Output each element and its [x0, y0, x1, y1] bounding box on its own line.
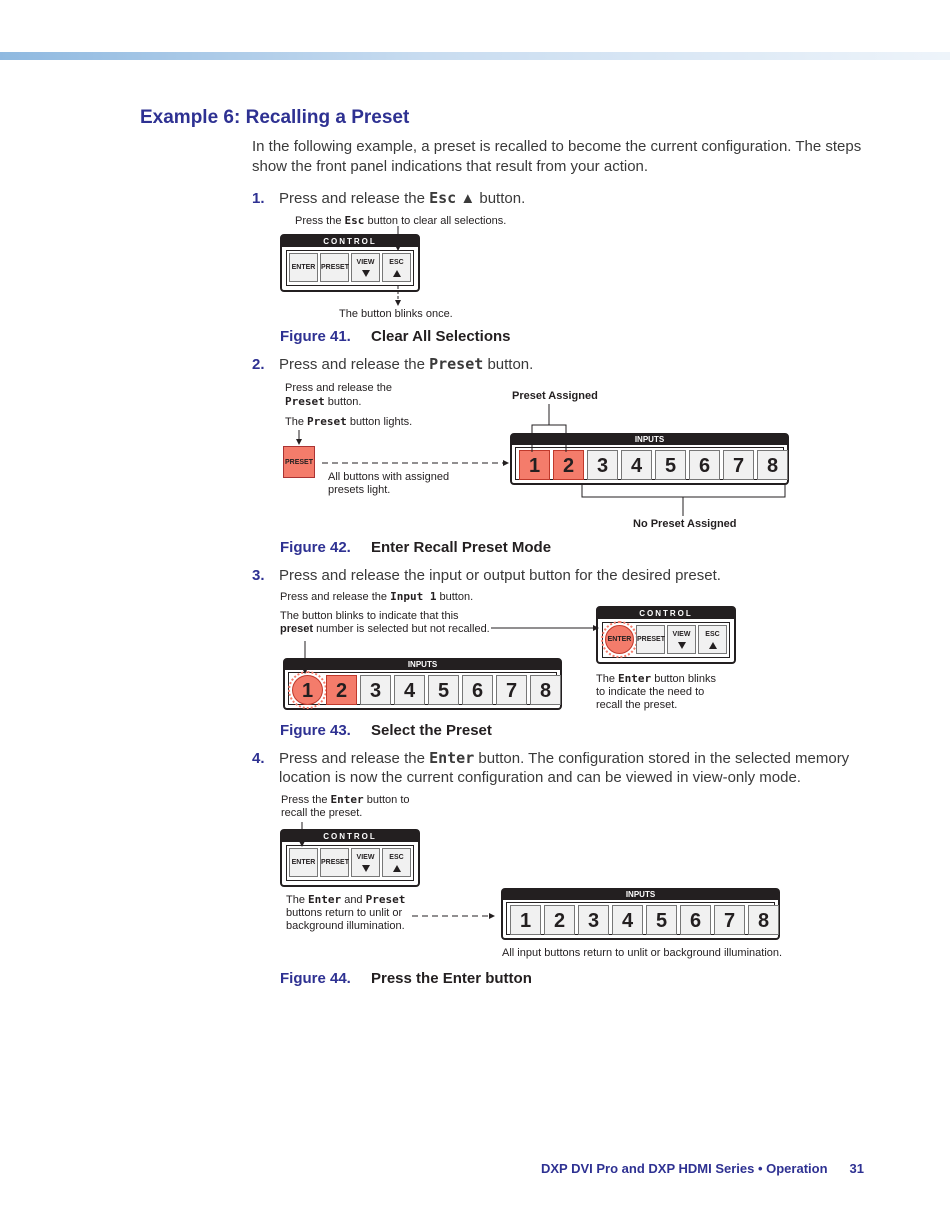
page-number: 31: [849, 1161, 864, 1176]
enter-button[interactable]: ENTER: [289, 253, 318, 282]
no-preset-assigned-label: No Preset Assigned: [633, 518, 737, 530]
input-button-7[interactable]: 7: [723, 450, 754, 480]
fig44-note3: All input buttons return to unlit or background illumination.: [502, 947, 783, 959]
preset-button-lit[interactable]: PRESET: [283, 446, 315, 478]
input-button-8[interactable]: 8: [530, 675, 561, 705]
esc-button[interactable]: ESC: [382, 253, 411, 282]
input-button-5[interactable]: 5: [428, 675, 459, 705]
page-footer: [541, 1161, 864, 1176]
preset-button[interactable]: PRESET: [320, 848, 349, 877]
up-arrow-icon: [709, 642, 717, 649]
input-button-6[interactable]: 6: [680, 905, 711, 935]
down-arrow-icon: [678, 642, 686, 649]
fig44-note2: The Enter and Preset buttons return to unlit or background illumination.: [286, 893, 406, 932]
inputs-panel-fig44: INPUTS 1 2 3 4 5 6 7 8: [501, 888, 780, 940]
inputs-panel-fig43: INPUTS 1 2 3 4 5 6 7 8: [283, 658, 562, 710]
input-button-2[interactable]: 2: [553, 450, 584, 480]
input-button-2[interactable]: 2: [544, 905, 575, 935]
esc-code: Esc: [429, 189, 457, 207]
esc-button[interactable]: ESC: [382, 848, 411, 877]
figure-43-caption: Figure 43. Select the Preset: [280, 722, 492, 739]
step-number: 1.: [252, 190, 265, 207]
input-button-5[interactable]: 5: [646, 905, 677, 935]
input-button-8[interactable]: 8: [748, 905, 779, 935]
section-heading: Example 6: Recalling a Preset: [140, 107, 410, 128]
input-button-7[interactable]: 7: [714, 905, 745, 935]
preset-assigned-label: Preset Assigned: [512, 390, 598, 402]
control-panel-fig43: CONTROL ENTER PRESET VIEW ESC: [596, 606, 736, 664]
fig43-note2: The button blinks to indicate that this preset number is selected but not recalled.: [280, 610, 490, 635]
input-button-1[interactable]: 1: [519, 450, 550, 480]
fig42-note3: All buttons with assigned presets light.: [328, 471, 450, 496]
input-button-5[interactable]: 5: [655, 450, 686, 480]
fig41-note-bottom: The button blinks once.: [339, 308, 453, 320]
fig43-note1: Press and release the Input 1 button.: [280, 590, 474, 603]
figure-42-caption: Figure 42. Enter Recall Preset Mode: [280, 539, 552, 556]
input-button-4[interactable]: 4: [394, 675, 425, 705]
control-panel-title: CONTROL: [282, 236, 418, 247]
footer-title: DXP DVI Pro and DXP HDMI Series • Operation: [540, 1161, 828, 1176]
intro-paragraph: In the following example, a preset is recalled to become the current configuration. The steps show the front panel indications that result from your action.: [252, 138, 862, 175]
preset-button[interactable]: PRESET: [320, 253, 349, 282]
control-panel-fig44: CONTROL ENTER PRESET VIEW ESC: [280, 829, 420, 887]
input-button-3[interactable]: 3: [587, 450, 618, 480]
input-button-3[interactable]: 3: [360, 675, 391, 705]
header-gradient-bar: [0, 52, 950, 60]
input-button-4[interactable]: 4: [621, 450, 652, 480]
input-button-3[interactable]: 3: [578, 905, 609, 935]
up-arrow-icon: [393, 865, 401, 872]
control-panel-fig41: [280, 234, 420, 292]
fig42-note2: The Preset button lights.: [285, 415, 413, 428]
figure-44-caption: Figure 44. Press the Enter button: [280, 970, 532, 987]
input-button-1[interactable]: 1: [510, 905, 541, 935]
preset-button[interactable]: PRESET: [636, 625, 665, 654]
down-arrow-icon: [362, 865, 370, 872]
view-button[interactable]: VIEW: [351, 848, 380, 877]
input-button-2[interactable]: 2: [326, 675, 357, 705]
esc-button[interactable]: ESC: [698, 625, 727, 654]
input-button-8[interactable]: 8: [757, 450, 788, 480]
input-button-6[interactable]: 6: [689, 450, 720, 480]
input-button-1-blinking[interactable]: 1: [292, 675, 323, 705]
inputs-panel-fig42: INPUTS 1 2 3 4 5 6 7 8: [510, 433, 789, 485]
down-arrow-icon: [362, 270, 370, 277]
enter-button[interactable]: ENTER: [289, 848, 318, 877]
fig42-note1: Press and release the Preset button.: [285, 382, 393, 408]
enter-button-blinking[interactable]: ENTER: [605, 625, 634, 654]
input-button-6[interactable]: 6: [462, 675, 493, 705]
fig44-note1: Press the Enter button to recall the preset.: [281, 793, 410, 819]
view-button[interactable]: VIEW: [667, 625, 696, 654]
fig43-note3: The Enter button blinks to indicate the need to recall the preset.: [596, 672, 716, 711]
input-button-7[interactable]: 7: [496, 675, 527, 705]
figure-41-caption: Figure 41. Clear All Selections: [280, 328, 511, 345]
input-button-4[interactable]: 4: [612, 905, 643, 935]
up-arrow-icon: [393, 270, 401, 277]
view-button[interactable]: VIEW: [351, 253, 380, 282]
fig41-note-top: Press the Esc button to clear all selections.: [295, 214, 507, 227]
